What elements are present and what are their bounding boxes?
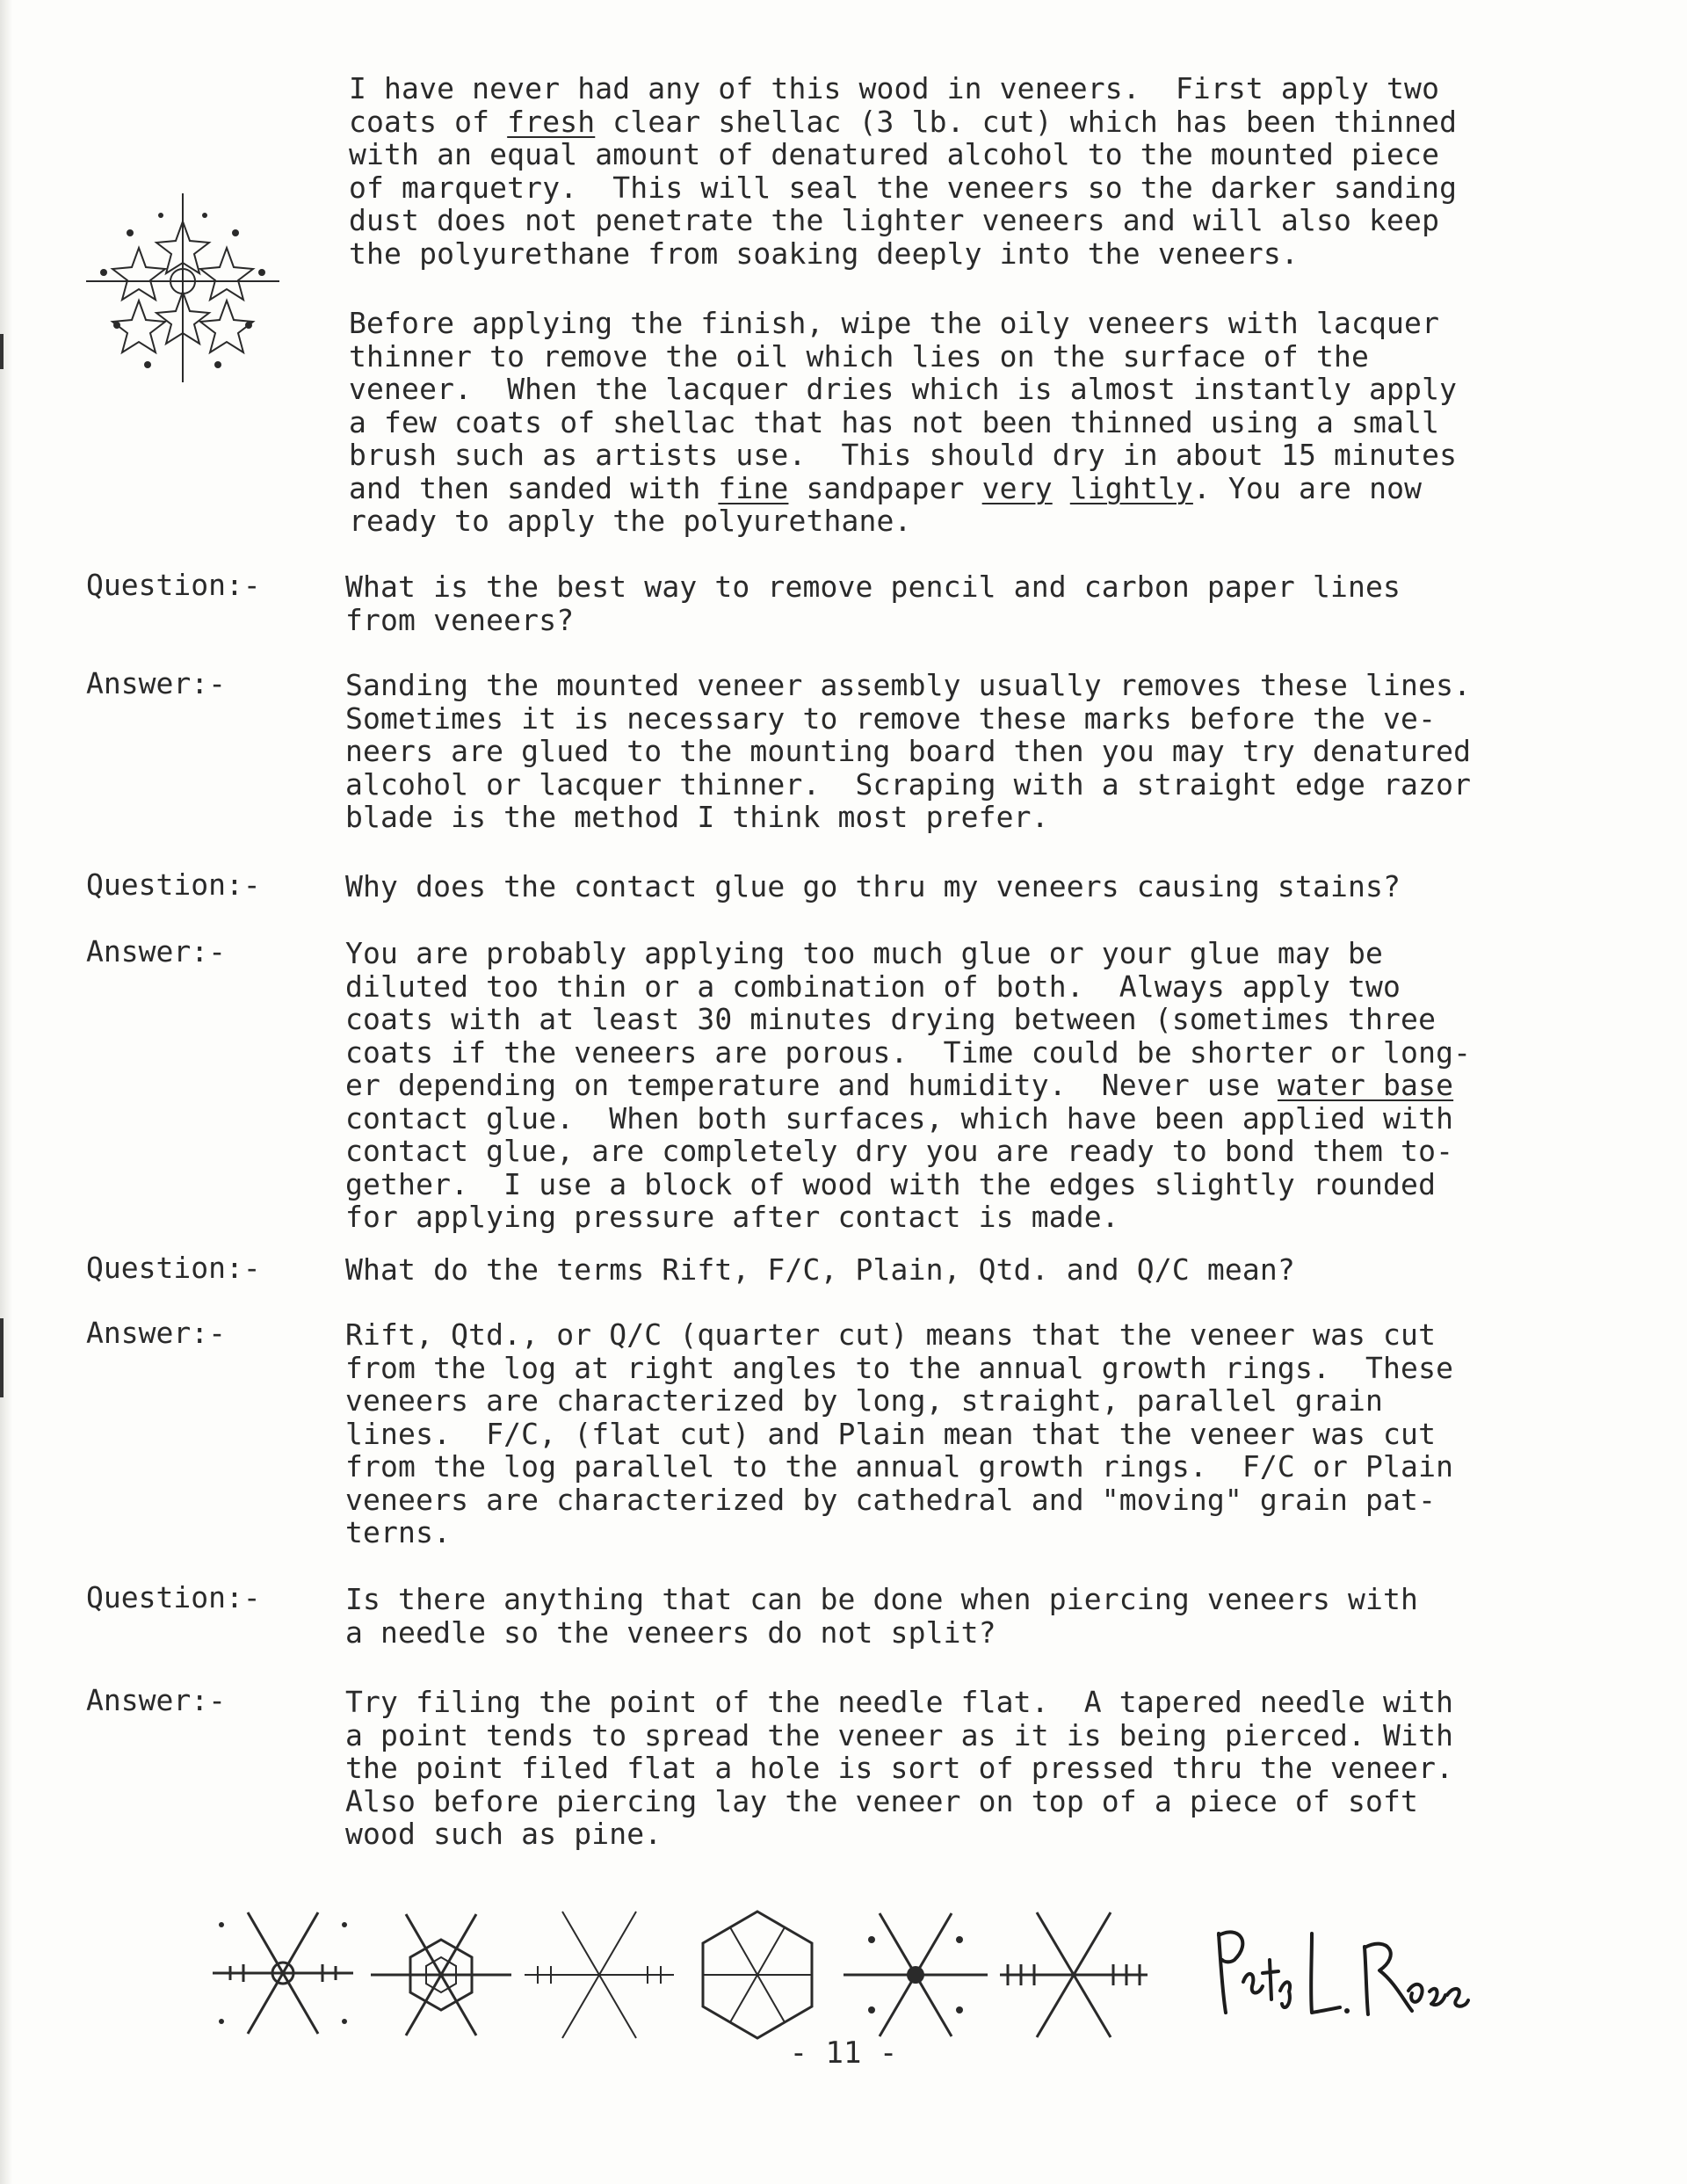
text-run: Rift, Qtd., or Q/C (quarter cut) means that the veneer was cut: [345, 1317, 1437, 1352]
text-run: veneers are characterized by long, straight, parallel grain: [345, 1383, 1384, 1418]
text-line: [349, 307, 1457, 340]
text-line: [345, 1003, 1471, 1036]
text-line: [345, 937, 1471, 970]
text-line: [345, 970, 1471, 1004]
text-line: [345, 1616, 1418, 1650]
text-run: lines. F/C, (flat cut) and Plain mean that the veneer was cut: [345, 1416, 1437, 1451]
question-label: Question:-: [86, 568, 261, 602]
underlined-word: water base: [1277, 1068, 1454, 1102]
scan-edge-mark: [0, 334, 4, 369]
text-run: ready to apply the polyurethane.: [349, 504, 912, 538]
text-run: Also before piercing lay the veneer on top of a piece of soft: [345, 1783, 1419, 1818]
text-line: [349, 340, 1457, 374]
text-run: dust does not penetrate the lighter veneers and will also keep: [349, 203, 1440, 237]
text-line: [345, 1418, 1453, 1451]
text-line: [345, 669, 1471, 702]
text-line: [349, 171, 1457, 205]
text-run: Before applying the finish, wipe the oily veneers with lacquer: [349, 306, 1440, 340]
underlined-word: very: [981, 470, 1053, 505]
text-line: [349, 138, 1457, 171]
text-line: [349, 504, 1457, 538]
text-run: blade is the method I think most prefer.: [345, 800, 1049, 834]
text-line: [345, 570, 1401, 604]
answer-text: [345, 669, 1471, 834]
text-line: [345, 1450, 1453, 1484]
text-run: veneers are characterized by cathedral and "moving" grain pat-: [345, 1482, 1437, 1517]
text-run: Try filing the point of the needle flat. A tapered needle with: [345, 1685, 1454, 1719]
text-line: [345, 1036, 1471, 1070]
snowflake-icon: [204, 1907, 362, 2039]
text-run: brush such as artists use. This should dry in about 15 minutes: [349, 438, 1458, 472]
underlined-word: fresh: [507, 104, 596, 139]
text-line: [349, 105, 1457, 139]
text-run: Sometimes it is necessary to remove these marks before the ve-: [345, 700, 1437, 736]
text-run: the point filed flat a hole is sort of pressed thru the veneer.: [345, 1751, 1454, 1785]
text-line: [349, 204, 1457, 237]
text-line: [349, 406, 1457, 439]
text-run: alcohol or lacquer thinner. Scraping with a straight edge razor: [345, 766, 1472, 802]
text-run: er depending on temperature and humidity. Never use: [345, 1068, 1278, 1102]
text-line: [349, 373, 1457, 406]
answer-label: Answer:-: [86, 934, 226, 969]
text-run: coats of: [349, 104, 508, 139]
text-run: veneer. When the lacquer dries which is almost instantly apply: [349, 372, 1458, 406]
text-run: coats with at least 30 minutes drying between (sometimes three: [345, 1002, 1437, 1036]
snowflake-icon: [520, 1909, 678, 2041]
text-line: [345, 735, 1471, 768]
text-line: [345, 1583, 1418, 1616]
text-line: [345, 1686, 1453, 1719]
text-run: thinner to remove the oil which lies on the surface of the: [349, 338, 1370, 374]
text-run: neers are glued to the mounting board then you may try denatured: [345, 734, 1472, 768]
answer-text: [345, 1686, 1453, 1851]
question-label: Question:-: [86, 1251, 261, 1285]
text-line: [345, 1318, 1453, 1352]
text-run: clear shellac (3 lb. cut) which has been thinned: [595, 104, 1458, 139]
question-label: Question:-: [86, 867, 261, 902]
text-line: [345, 1484, 1453, 1517]
question-text: [345, 870, 1401, 903]
text-line: [345, 1352, 1453, 1385]
snowflake-icon: [836, 1909, 995, 2041]
text-run: I have never had any of this wood in veneers. First apply two: [349, 71, 1440, 105]
snowflake-icon: [362, 1909, 520, 2041]
scan-edge-mark: [0, 1318, 4, 1397]
text-run: wood such as pine.: [345, 1817, 662, 1851]
text-run: of marquetry. This will seal the veneers so the darker sanding: [349, 170, 1458, 205]
text-line: [345, 1201, 1471, 1234]
text-line: [345, 1516, 1453, 1549]
page-edge-shadow: [0, 0, 12, 2184]
text-run: from veneers?: [345, 602, 575, 637]
text-run: Is there anything that can be done when piercing veneers with: [345, 1582, 1419, 1616]
answer-text: [345, 1318, 1453, 1549]
text-run: for applying pressure after contact is made.: [345, 1200, 1119, 1234]
text-line: [345, 1102, 1471, 1136]
text-run: What is the best way to remove pencil and carbon paper lines: [345, 570, 1401, 604]
snowflake-star-ornament-icon: [77, 176, 288, 387]
text-run: [1053, 471, 1070, 505]
text-line: [345, 1818, 1453, 1851]
answer-text: [345, 937, 1471, 1234]
text-line: [345, 801, 1471, 834]
text-run: What do the terms Rift, F/C, Plain, Qtd. and Q/C mean?: [345, 1252, 1295, 1287]
intro-paragraph-1: [349, 72, 1457, 270]
text-run: contact glue. When both surfaces, which have been applied with: [345, 1100, 1454, 1136]
text-run: coats if the veneers are porous. Time could be shorter or long-: [345, 1034, 1472, 1070]
text-run: contact glue, are completely dry you are ready to bond them to-: [345, 1134, 1454, 1168]
text-run: diluted too thin or a combination of both. Always apply two: [345, 969, 1401, 1004]
text-line: [345, 870, 1401, 903]
text-run: from the log parallel to the annual growth rings. F/C or Plain: [345, 1449, 1454, 1484]
text-line: [345, 1069, 1471, 1102]
text-run: sandpaper: [788, 470, 982, 505]
underlined-word: fine: [718, 470, 789, 505]
text-run: You are probably applying too much glue or your glue may be: [345, 936, 1384, 970]
text-run: gether. I use a block of wood with the edges slightly rounded: [345, 1166, 1437, 1201]
text-run: a few coats of shellac that has not been thinned using a small: [349, 404, 1440, 439]
question-text: [345, 1583, 1418, 1649]
snowflake-icon: [678, 1909, 836, 2041]
text-run: terns.: [345, 1515, 452, 1549]
text-run: from the log at right angles to the annual growth rings. These: [345, 1350, 1454, 1385]
question-label: Question:-: [86, 1580, 261, 1614]
text-run: with an equal amount of denatured alcohol to the mounted piece: [349, 137, 1440, 171]
underlined-word: lightly: [1069, 470, 1193, 505]
text-run: a point tends to spread the veneer as it is being pierced. With: [345, 1717, 1454, 1752]
text-run: the polyurethane from soaking deeply into the veneers.: [349, 236, 1299, 271]
text-line: [345, 1719, 1453, 1752]
answer-label: Answer:-: [86, 666, 226, 700]
text-line: [345, 1785, 1453, 1818]
text-run: Why does the contact glue go thru my veneers causing stains?: [345, 869, 1401, 903]
signature: [1208, 1907, 1472, 2030]
text-line: [345, 1253, 1295, 1287]
text-line: [345, 1384, 1453, 1418]
text-line: [349, 237, 1457, 271]
text-line: [349, 72, 1457, 105]
text-run: . You are now: [1192, 470, 1423, 505]
question-text: [345, 1253, 1295, 1287]
text-run: a needle so the veneers do not split?: [345, 1614, 996, 1650]
text-line: [349, 439, 1457, 472]
text-line: [345, 1135, 1471, 1168]
text-line: [345, 1168, 1471, 1201]
text-run: and then sanded with: [349, 470, 719, 505]
answer-label: Answer:-: [86, 1683, 226, 1717]
answer-label: Answer:-: [86, 1316, 226, 1350]
text-line: [345, 1752, 1453, 1785]
intro-paragraph-2: [349, 307, 1457, 538]
text-run: Sanding the mounted veneer assembly usually removes these lines.: [345, 668, 1472, 702]
text-line: [349, 472, 1457, 505]
question-text: [345, 570, 1401, 636]
page-number: - 11 -: [789, 2035, 898, 2071]
text-line: [345, 768, 1471, 802]
text-line: [345, 604, 1401, 637]
text-line: [345, 702, 1471, 736]
snowflake-icon: [995, 1909, 1153, 2041]
